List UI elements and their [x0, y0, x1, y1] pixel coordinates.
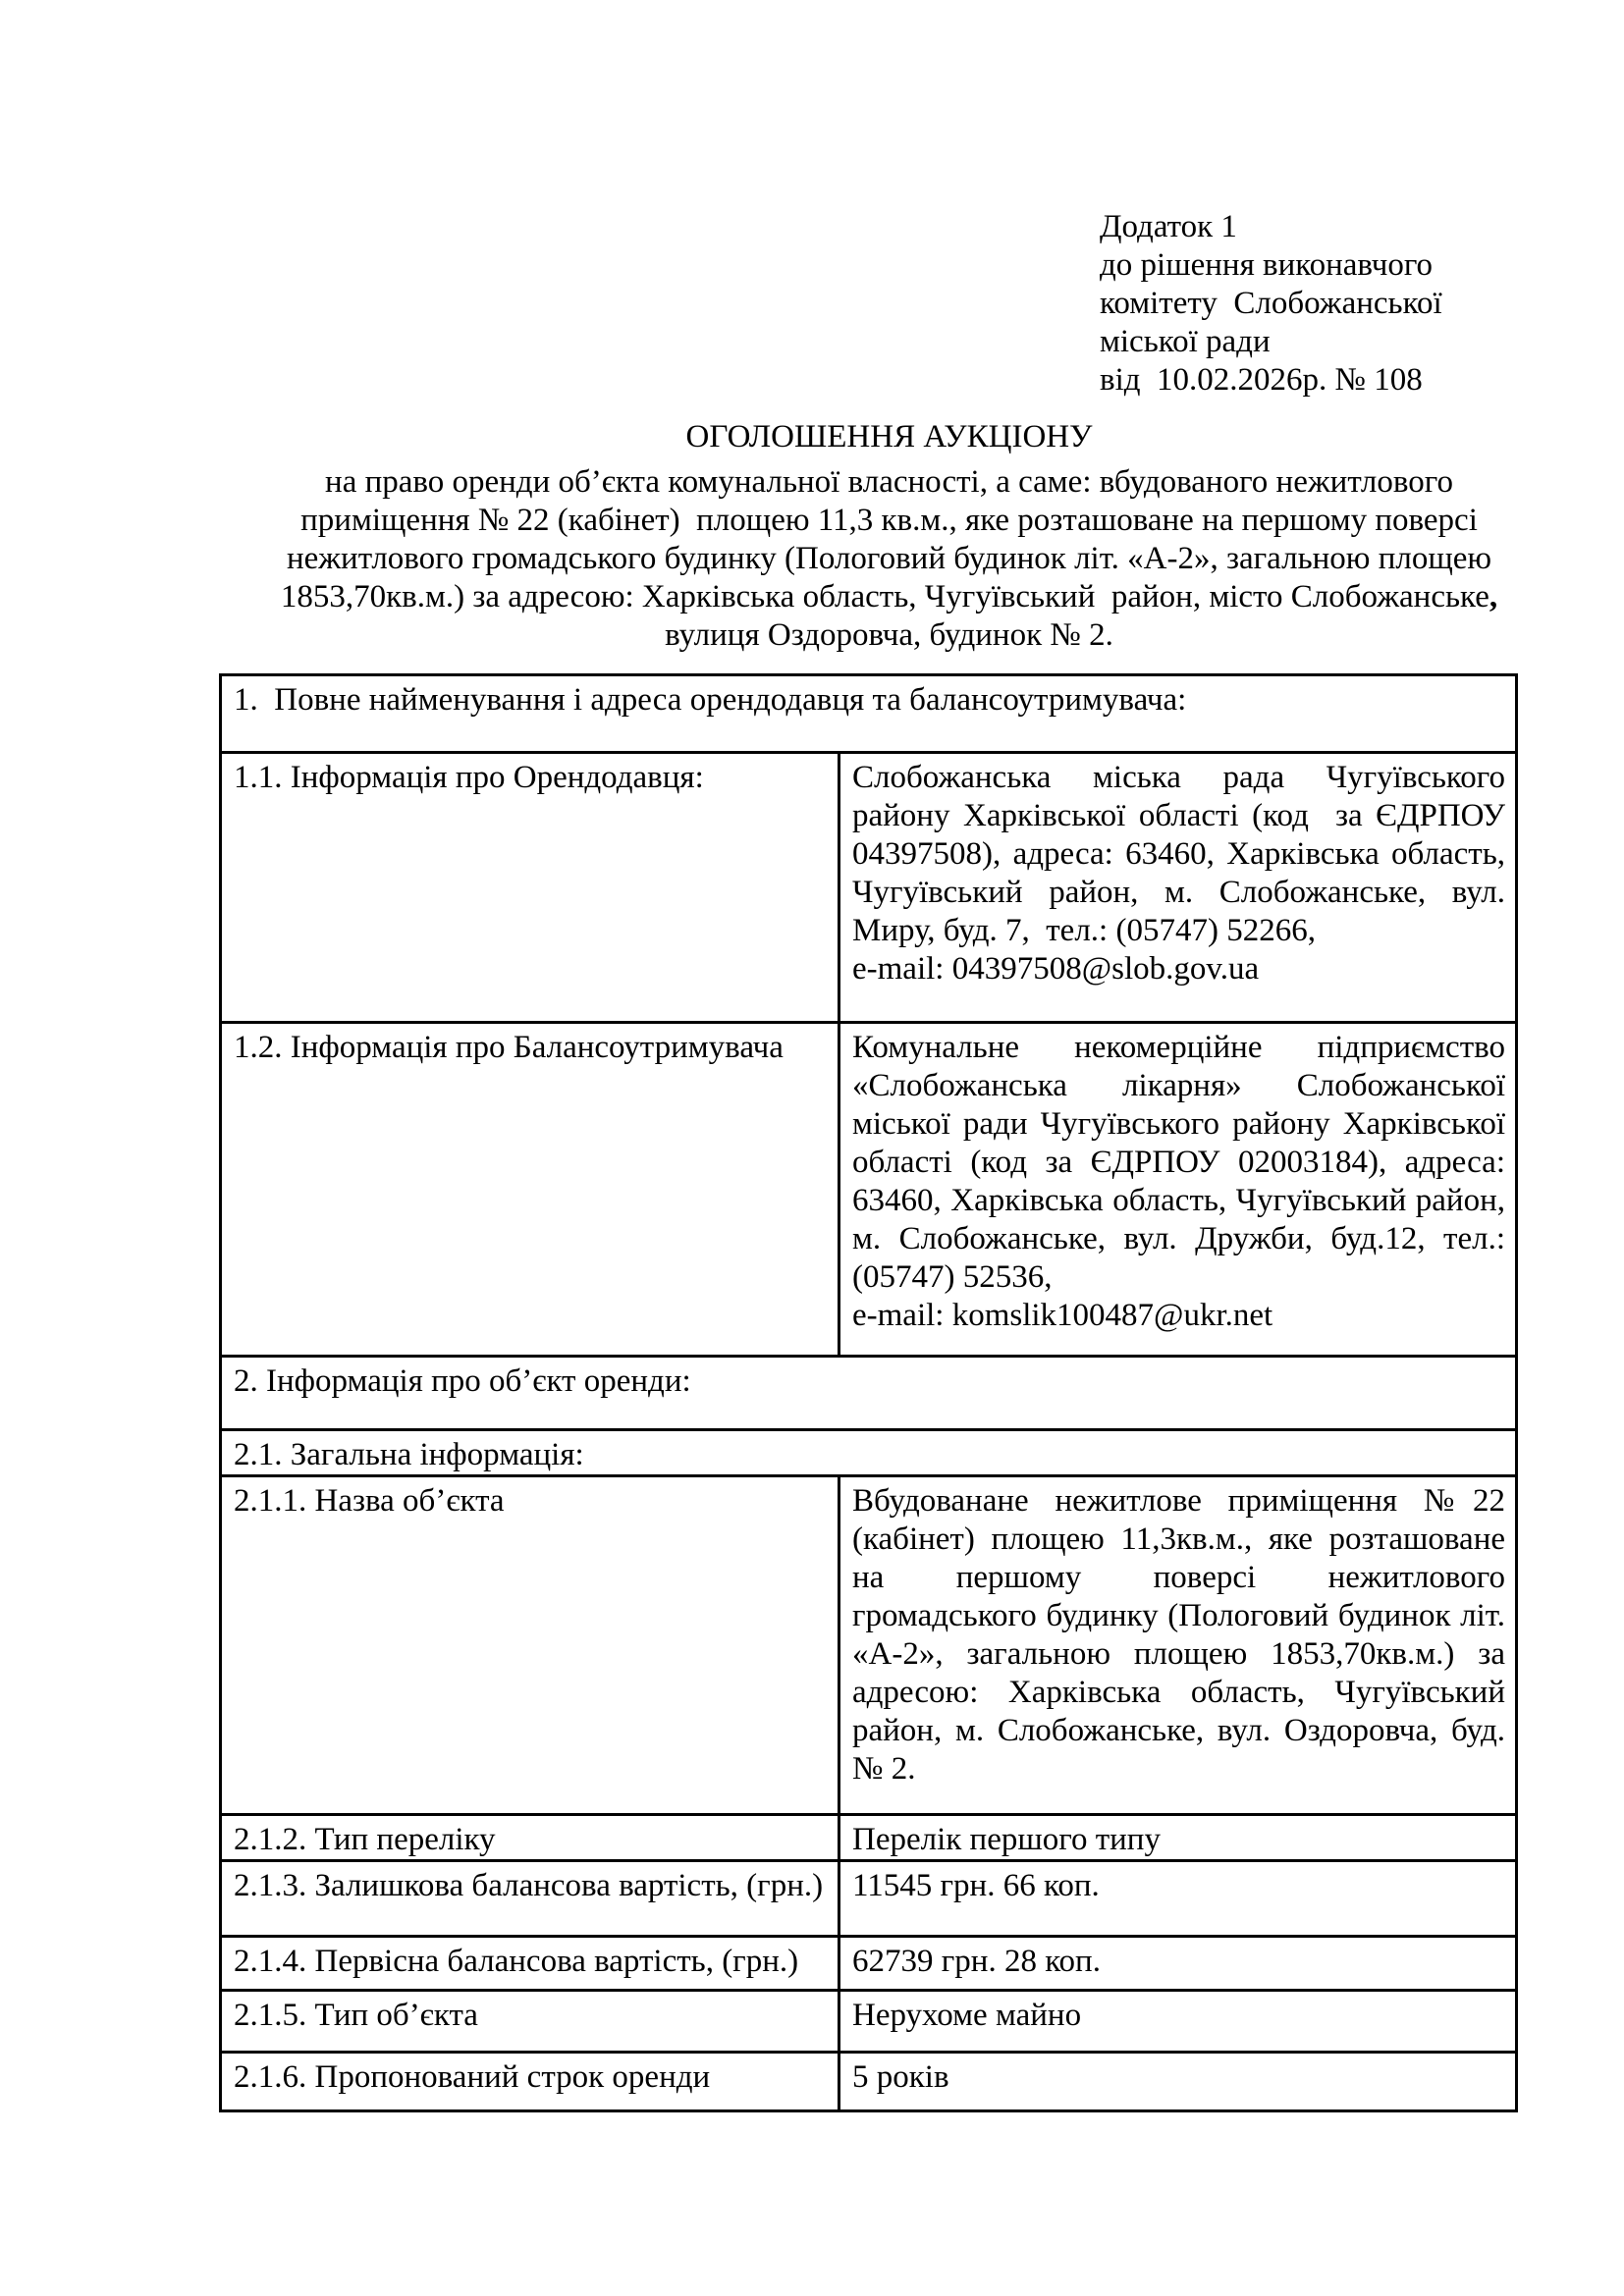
row-2-1-1-value-cell — [839, 1476, 1517, 1815]
table-row-2-1-1 — [221, 1476, 1517, 1815]
appendix-note-line-1: Додаток 1 — [1100, 209, 1237, 244]
section-2-1-cell — [221, 1430, 1517, 1476]
table-row-2-1-4 — [221, 1937, 1517, 1991]
appendix-note-line-4: міської ради — [1100, 324, 1271, 359]
row-2-1-3-label: 2.1.3. Залишкова балансова вартість, (грн.) — [234, 1868, 824, 1903]
intro-line-4 — [232, 578, 1546, 616]
row-1-1-value-paragraph-2: e-mail: 04397508@slob.gov.ua — [852, 951, 1260, 987]
row-2-1-4-label: 2.1.4. Первісна балансова вартість, (грн.) — [234, 1944, 799, 1979]
row-1-1-value-cell — [839, 753, 1517, 1023]
section-2-cell — [221, 1357, 1517, 1430]
row-1-2-label-cell — [221, 1023, 839, 1357]
row-1-1-value-paragraph-1: Слобожанська міська рада Чугуївського району Харківської області (код за ЄДРПОУ 04397508), адреса: 63460, Харківська область, Чугуївський район, м. Слобожанське, вул. Миру, буд. 7, тел.: (05747) 52266, — [852, 760, 1514, 948]
row-2-1-4-value-cell — [839, 1937, 1517, 1991]
row-2-1-2-label-cell — [221, 1815, 839, 1861]
appendix-note-line-5: від 10.02.2026р. № 108 — [1100, 362, 1423, 398]
table-row-2-1-6 — [221, 2053, 1517, 2111]
table-row-section-2 — [221, 1357, 1517, 1430]
row-2-1-5-label: 2.1.5. Тип об’єкта — [234, 1998, 478, 2033]
intro-line-2: приміщення № 22 (кабінет) площею 11,3 кв.м., яке розташоване на першому поверсі — [300, 503, 1478, 538]
section-2-text: 2. Інформація про об’єкт оренди: — [234, 1363, 691, 1399]
row-2-1-3-value-cell — [839, 1861, 1517, 1937]
intro-line-5: вулиця Оздоровча, будинок № 2. — [665, 617, 1113, 653]
table-row-section-2-1 — [221, 1430, 1517, 1476]
table-row-2-1-5 — [221, 1991, 1517, 2053]
row-2-1-2-label: 2.1.2. Тип переліку — [234, 1822, 496, 1857]
row-2-1-6-label-cell — [221, 2053, 839, 2111]
row-2-1-2-value: Перелік першого типу — [852, 1822, 1161, 1857]
section-1-text: 1. Повне найменування і адреса орендодавця та балансоутримувача: — [234, 682, 1187, 718]
row-1-2-value-cell — [839, 1023, 1517, 1357]
row-2-1-3-value: 11545 грн. 66 коп. — [852, 1868, 1100, 1903]
intro-line-4-text: 1853,70кв.м.) за адресою: Харківська область, Чугуївський район, місто Слобожанське — [280, 579, 1489, 614]
table-row-2-1-2 — [221, 1815, 1517, 1861]
row-2-1-6-label: 2.1.6. Пропонований строк оренди — [234, 2059, 711, 2095]
row-2-1-1-label: 2.1.1. Назва об’єкта — [234, 1483, 505, 1519]
table-row-2-1-3 — [221, 1861, 1517, 1937]
row-2-1-4-value: 62739 грн. 28 коп. — [852, 1944, 1101, 1979]
row-2-1-5-value: Нерухоме майно — [852, 1998, 1082, 2033]
row-2-1-1-label-cell — [221, 1476, 839, 1815]
announcement-table — [219, 673, 1518, 2112]
table-row-1-2 — [221, 1023, 1517, 1357]
row-2-1-2-value-cell — [839, 1815, 1517, 1861]
row-1-2-label: 1.2. Інформація про Балансоутримувача — [234, 1030, 784, 1065]
row-2-1-6-value-cell — [839, 2053, 1517, 2111]
row-1-1-label-cell — [221, 753, 839, 1023]
appendix-note-line-3: комітету Слобожанської — [1100, 286, 1442, 321]
row-1-2-value-paragraph-2: e-mail: komslik100487@ukr.net — [852, 1298, 1273, 1333]
document-title: ОГОЛОШЕННЯ АУКЦІОНУ — [685, 419, 1093, 454]
appendix-note-line-2: до рішення виконавчого — [1100, 247, 1434, 283]
intro-line-1: на право оренди об’єкта комунальної власності, а саме: вбудованого нежитлового — [325, 464, 1453, 500]
row-1-2-value-paragraph-1: Комунальне некомерційне підприємство «Слобожанська лікарня» Слобожанської міської ради Чугуївського району Харківської області (код за ЄДРПОУ 02003184), адреса: 63460, Харківська область, Чугуївський район, м. Слобожанське, вул. Дружби, буд.12, тел.: (05747) 52536, — [852, 1030, 1514, 1295]
row-2-1-4-label-cell — [221, 1937, 839, 1991]
intro-paragraph — [232, 463, 1546, 655]
row-2-1-1-value: Вбудованане нежитлове приміщення №22 (кабінет) площею 11,3кв.м., яке розташоване на першому поверсі нежитлового громадського будинку (Пологовий будинок літ. «А-2», загальною площею 1853,70кв.м.) за адресою: Харківська область, Чугуївський район, м. Слобожанське, вул. Оздоровча, буд. № 2. — [852, 1483, 1514, 1787]
row-2-1-5-label-cell — [221, 1991, 839, 2053]
appendix-note — [1100, 208, 1442, 400]
row-1-1-label: 1.1. Інформація про Орендодавця: — [234, 760, 704, 795]
table-row-section-1 — [221, 675, 1517, 753]
section-2-1-text: 2.1. Загальна інформація: — [234, 1437, 584, 1472]
row-2-1-5-value-cell — [839, 1991, 1517, 2053]
intro-line-3: нежитлового громадського будинку (Пологовий будинок літ. «А-2», загальною площею — [286, 541, 1492, 576]
table-row-1-1 — [221, 753, 1517, 1023]
intro-line-4-bold-comma: , — [1489, 579, 1498, 614]
row-2-1-6-value: 5 років — [852, 2059, 949, 2095]
row-2-1-3-label-cell — [221, 1861, 839, 1937]
section-1-cell — [221, 675, 1517, 753]
